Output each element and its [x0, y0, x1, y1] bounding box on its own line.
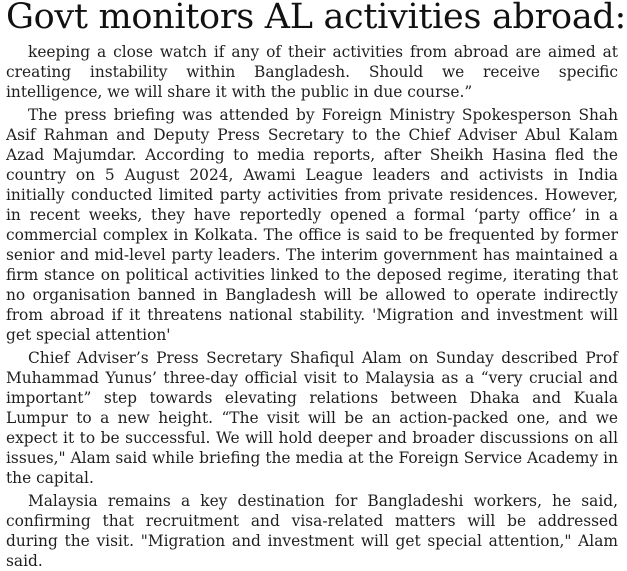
article-paragraph-malaysia-visit: Chief Adviser’s Press Secretary Shafiqul Alam on Sunday described Prof Muhammad Yunus’ three-day official visit to Malaysia as a “very crucial and important” step towards elevating relations between Dhaka and Kuala Lumpur to a new height. “The visit will be an action-packed one, and we expect it to be successful. We will hold deeper and broader discussions on all issues," Alam said while briefing the media at the Foreign Service Academy in the capital. [6, 349, 618, 487]
article-body [6, 42, 618, 571]
article-paragraph-press-briefing: The press briefing was attended by Foreign Ministry Spokesperson Shah Asif Rahman and Deputy Press Secretary to the Chief Adviser Abul Kalam Azad Majumdar. According to media reports, after Sheikh Hasina fled the country on 5 August 2024, Awami League leaders and activists in India initially conducted limited party activities from private residences. However, in recent weeks, they have reportedly opened a formal ‘party office’ in a commercial complex in Kolkata. The office is said to be frequented by former senior and mid-level party leaders. The interim government has maintained a firm stance on political activities linked to the deposed regime, iterating that no organisation banned in Bangladesh will be allowed to operate indirectly from abroad if it threatens national stability. 'Migration and investment will get special attention' [6, 106, 618, 344]
article-paragraph-continued: keeping a close watch if any of their activities from abroad are aimed at creating instability within Bangladesh. Should we receive specific intelligence, we will share it with the public in due course.” [6, 43, 618, 101]
article-paragraph-migration: Malaysia remains a key destination for Bangladeshi workers, he said, confirming that recruitment and visa-related matters will be addressed during the visit. "Migration and investment will get special attention," Alam said. [6, 492, 618, 570]
article-headline: Govt monitors AL activities abroad: [6, 0, 626, 37]
